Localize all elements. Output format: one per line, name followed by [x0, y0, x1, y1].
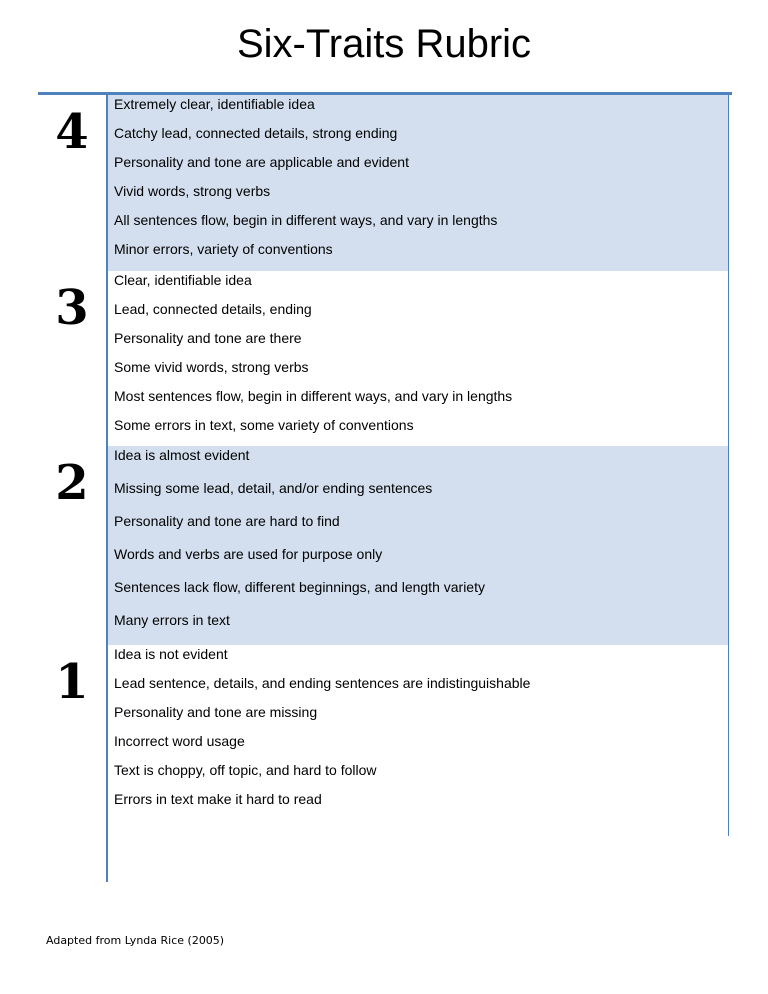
level-1-item: Text is choppy, off topic, and hard to follow [114, 762, 377, 778]
level-4-item: Catchy lead, connected details, strong ending [114, 125, 398, 141]
level-4-item: Personality and tone are applicable and evident [114, 154, 409, 170]
page-title: Six-Traits Rubric [236, 22, 532, 66]
level-1-item: Lead sentence, details, and ending sentences are indistinguishable [114, 675, 531, 691]
level-4-item: All sentences flow, begin in different ways, and vary in lengths [114, 212, 498, 228]
level-4-item: Extremely clear, identifiable idea [114, 96, 315, 112]
footer-credit: Adapted from Lynda Rice (2005) [46, 934, 225, 947]
level-1-item: Idea is not evident [114, 646, 228, 662]
level-1-item: Incorrect word usage [114, 733, 245, 749]
level-3-item: Lead, connected details, ending [114, 301, 312, 317]
level-4-item: Vivid words, strong verbs [114, 183, 271, 199]
level-2-item: Many errors in text [114, 612, 230, 628]
level-2-item: Missing some lead, detail, and/or ending sentences [114, 480, 433, 496]
level-2-item: Sentences lack flow, different beginnings, and length variety [114, 579, 485, 595]
level-3-item: Personality and tone are there [114, 330, 302, 346]
score-3: 3 [55, 280, 89, 336]
level-3-item: Some vivid words, strong verbs [114, 359, 309, 375]
right-divider [728, 92, 729, 836]
level-4-item: Minor errors, variety of conventions [114, 241, 333, 257]
level-1-item: Errors in text make it hard to read [114, 791, 322, 807]
level-1-item: Personality and tone are missing [114, 704, 318, 720]
score-2: 2 [55, 455, 89, 511]
level-3-item: Some errors in text, some variety of conventions [114, 417, 414, 433]
score-4: 4 [55, 104, 89, 160]
level-2-item: Idea is almost evident [114, 447, 250, 463]
level-2-item: Words and verbs are used for purpose only [114, 546, 383, 562]
level-3-section [108, 271, 728, 446]
level-4-section [108, 95, 728, 271]
level-3-item: Clear, identifiable idea [114, 272, 252, 288]
level-1-section [108, 645, 728, 820]
score-1: 1 [55, 654, 89, 710]
level-2-section [108, 446, 728, 645]
level-2-item: Personality and tone are hard to find [114, 513, 340, 529]
level-3-item: Most sentences flow, begin in different ways, and vary in lengths [114, 388, 513, 404]
